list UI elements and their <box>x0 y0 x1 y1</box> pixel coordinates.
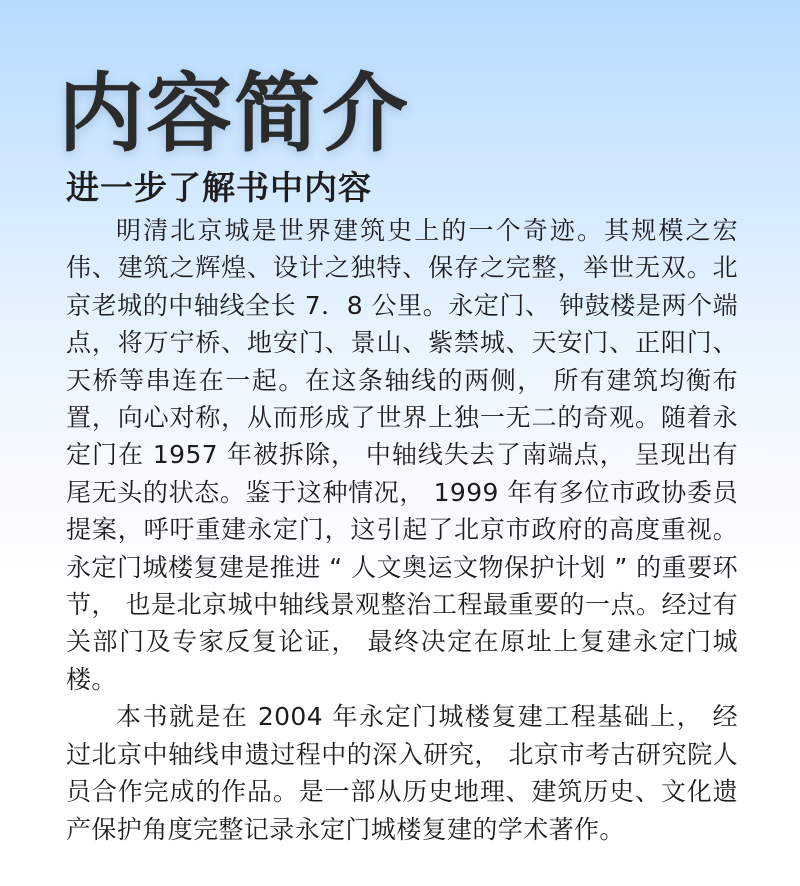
page-subtitle: 进一步了解书中内容 <box>66 168 372 207</box>
intro-paragraph-1: 明清北京城是世界建筑史上的一个奇迹。其规模之宏伟、建筑之辉煌、设计之独特、保存之完整，举世无双。北京老城的中轴线全长 7．8 公里。永定门、 钟鼓楼是两个端点，将万宁桥、地安门、景山、紫禁城、天安门、正阳门、天桥等串连在一起。在这条轴线的两侧， 所有建筑均衡布置，向心对称，从而形成了世界上独一无二的奇观。随着永定门在 1957 年被拆除， 中轴线失去了南端点， 呈现出有尾无头的状态。鉴于这种情况， 1999 年有多位市政协委员提案，呼吁重建永定门，这引起了北京市政府的高度重视。永定门城楼复建是推进 “ 人文奥运文物保护计划 ” 的重要环节， 也是北京城中轴线景观整治工程最重要的一点。经过有关部门及专家反复论证， 最终决定在原址上复建永定门城楼。 <box>66 216 738 694</box>
intro-body <box>66 212 738 848</box>
page-title: 内容简介 <box>58 64 410 164</box>
intro-paragraph-2: 本书就是在 2004 年永定门城楼复建工程基础上， 经过北京中轴线申遗过程中的深入研究， 北京市考古研究院人员合作完成的作品。是一部从历史地理、建筑历史、文化遗产保护角度完整记录永定门城楼复建的学术著作。 <box>66 702 738 844</box>
